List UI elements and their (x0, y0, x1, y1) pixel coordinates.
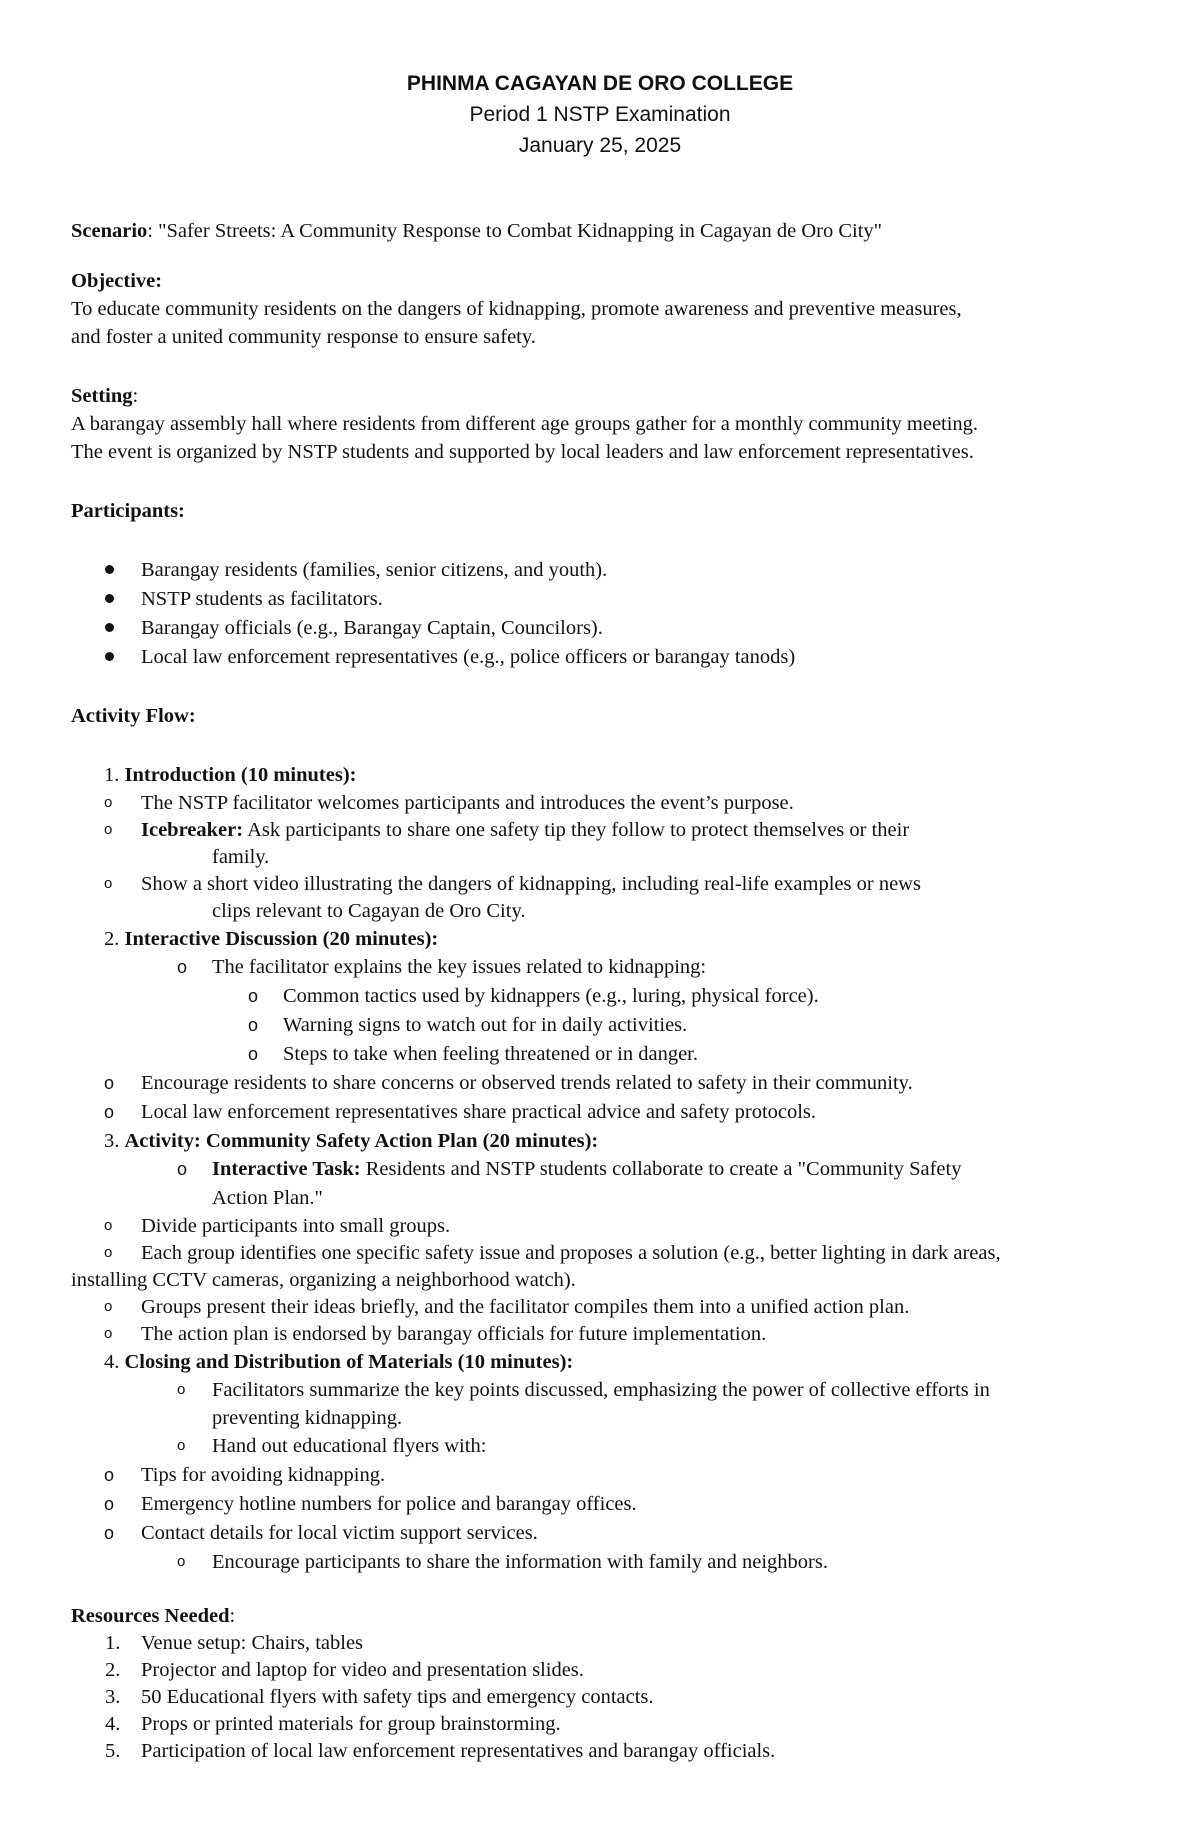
list-item-continuation: clips relevant to Cagayan de Oro City. (212, 900, 526, 922)
list-item-continuation: family. (212, 846, 270, 868)
resource-item: 50 Educational flyers with safety tips and emergency contacts. (141, 1686, 654, 1708)
sub-list-item: Warning signs to watch out for in daily activities. (283, 1014, 688, 1036)
resource-number: 3. (105, 1686, 121, 1708)
section-title: Introduction (10 minutes): (124, 764, 357, 786)
list-item: The facilitator explains the key issues related to kidnapping: (212, 956, 707, 978)
section-title: Interactive Discussion (20 minutes): (124, 928, 439, 950)
participant-item: Barangay residents (families, senior citizens, and youth). (141, 559, 608, 581)
circle-bullet-icon: o (248, 986, 259, 1006)
task-label: Interactive Task: (212, 1158, 361, 1180)
circle-bullet-icon: o (177, 1437, 186, 1454)
objective-heading (71, 267, 162, 295)
circle-bullet-icon: o (104, 1217, 113, 1234)
circle-bullet-icon: o (177, 1381, 186, 1398)
list-item: Hand out educational flyers with: (212, 1435, 487, 1457)
circle-bullet-icon: o (104, 1102, 115, 1122)
section-number: 1. (104, 764, 120, 786)
circle-bullet-icon: o (104, 1244, 113, 1261)
setting-line-1: A barangay assembly hall where residents from different age groups gather for a monthly community meeting. (71, 413, 979, 435)
participant-item: NSTP students as facilitators. (141, 588, 383, 610)
list-item: Encourage participants to share the information with family and neighbors. (212, 1551, 828, 1573)
scenario-label: Scenario (71, 220, 148, 242)
section-number: 4. (104, 1351, 120, 1373)
circle-bullet-icon: o (104, 1298, 113, 1315)
exam-period: Period 1 NSTP Examination (469, 103, 731, 126)
resource-number: 4. (105, 1713, 121, 1735)
list-item: Each group identifies one specific safety issue and proposes a solution (e.g., better lighting in dark areas, (141, 1242, 1001, 1264)
resources-colon: : (229, 1605, 236, 1627)
resource-number: 1. (105, 1632, 121, 1654)
section-title: Closing and Distribution of Materials (10 minutes): (124, 1351, 574, 1373)
section-2-heading (104, 925, 438, 953)
exam-date: January 25, 2025 (518, 134, 682, 157)
circle-bullet-icon: o (104, 1073, 115, 1093)
section-3-heading (104, 1127, 598, 1155)
bullet-dot (105, 652, 114, 661)
list-item-continuation: preventing kidnapping. (212, 1407, 403, 1429)
section-1-heading (104, 761, 356, 789)
scenario-text: : "Safer Streets: A Community Response to Combat Kidnapping in Cagayan de Oro City" (147, 220, 883, 242)
list-item (212, 1155, 961, 1183)
circle-bullet-icon: o (248, 1044, 259, 1064)
section-number: 2. (104, 928, 120, 950)
scenario-line (71, 217, 882, 245)
participants-heading (71, 497, 185, 525)
activity-flow-label: Activity Flow: (71, 705, 196, 727)
sub-list-item: Common tactics used by kidnappers (e.g., luring, physical force). (283, 985, 819, 1007)
icebreaker-text: Ask participants to share one safety tip they follow to protect themselves or their (243, 819, 910, 841)
setting-label: Setting (71, 385, 133, 407)
circle-bullet-icon: o (177, 957, 188, 977)
circle-bullet-icon: o (104, 1494, 115, 1514)
objective-label: Objective: (71, 270, 163, 292)
list-item-continuation: Action Plan." (212, 1187, 323, 1209)
activity-flow-heading (71, 702, 196, 730)
task-text: Residents and NSTP students collaborate to create a "Community Safety (360, 1158, 962, 1180)
list-item: The NSTP facilitator welcomes participants and introduces the event’s purpose. (141, 792, 794, 814)
bullet-dot (105, 623, 114, 632)
list-item: Local law enforcement representatives share practical advice and safety protocols. (141, 1101, 817, 1123)
list-item (141, 816, 909, 844)
resource-item: Projector and laptop for video and presentation slides. (141, 1659, 584, 1681)
list-item: Tips for avoiding kidnapping. (141, 1464, 386, 1486)
resources-heading (71, 1602, 235, 1630)
circle-bullet-icon: o (104, 1465, 115, 1485)
list-item: The action plan is endorsed by barangay officials for future implementation. (141, 1323, 767, 1345)
setting-heading (71, 382, 138, 410)
bullet-dot (105, 565, 114, 574)
list-item: Divide participants into small groups. (141, 1215, 451, 1237)
resource-number: 2. (105, 1659, 121, 1681)
list-item: Facilitators summarize the key points discussed, emphasizing the power of collective efforts in (212, 1379, 990, 1401)
list-item-continuation: installing CCTV cameras, organizing a neighborhood watch). (71, 1269, 576, 1291)
list-item: Encourage residents to share concerns or observed trends related to safety in their community. (141, 1072, 913, 1094)
resource-item: Props or printed materials for group brainstorming. (141, 1713, 561, 1735)
college-name: PHINMA CAGAYAN DE ORO COLLEGE (406, 72, 794, 95)
participants-label: Participants: (71, 500, 185, 522)
setting-line-2: The event is organized by NSTP students and supported by local leaders and law enforcement representatives. (71, 441, 974, 463)
resources-label: Resources Needed (71, 1605, 230, 1627)
list-item: Groups present their ideas briefly, and the facilitator compiles them into a unified action plan. (141, 1296, 910, 1318)
participant-item: Local law enforcement representatives (e.g., police officers or barangay tanods) (141, 646, 796, 668)
section-title: Activity: Community Safety Action Plan (20 minutes): (124, 1130, 599, 1152)
circle-bullet-icon: o (104, 821, 113, 838)
section-4-heading (104, 1348, 573, 1376)
circle-bullet-icon: o (177, 1553, 186, 1570)
resource-number: 5. (105, 1740, 121, 1762)
participant-item: Barangay officials (e.g., Barangay Captain, Councilors). (141, 617, 603, 639)
list-item: Emergency hotline numbers for police and barangay offices. (141, 1493, 637, 1515)
circle-bullet-icon: o (248, 1015, 259, 1035)
objective-line-1: To educate community residents on the dangers of kidnapping, promote awareness and preventive measures, (71, 298, 962, 320)
circle-bullet-icon: o (104, 1325, 113, 1342)
icebreaker-label: Icebreaker: (141, 819, 244, 841)
circle-bullet-icon: o (104, 875, 113, 892)
resource-item: Participation of local law enforcement representatives and barangay officials. (141, 1740, 776, 1762)
list-item: Show a short video illustrating the dangers of kidnapping, including real-life examples or news (141, 873, 921, 895)
objective-line-2: and foster a united community response to ensure safety. (71, 326, 536, 348)
setting-colon: : (132, 385, 139, 407)
list-item: Contact details for local victim support services. (141, 1522, 538, 1544)
sub-list-item: Steps to take when feeling threatened or in danger. (283, 1043, 698, 1065)
circle-bullet-icon: o (177, 1159, 188, 1179)
bullet-dot (105, 594, 114, 603)
section-number: 3. (104, 1130, 120, 1152)
circle-bullet-icon: o (104, 794, 113, 811)
resource-item: Venue setup: Chairs, tables (141, 1632, 364, 1654)
circle-bullet-icon: o (104, 1523, 115, 1543)
